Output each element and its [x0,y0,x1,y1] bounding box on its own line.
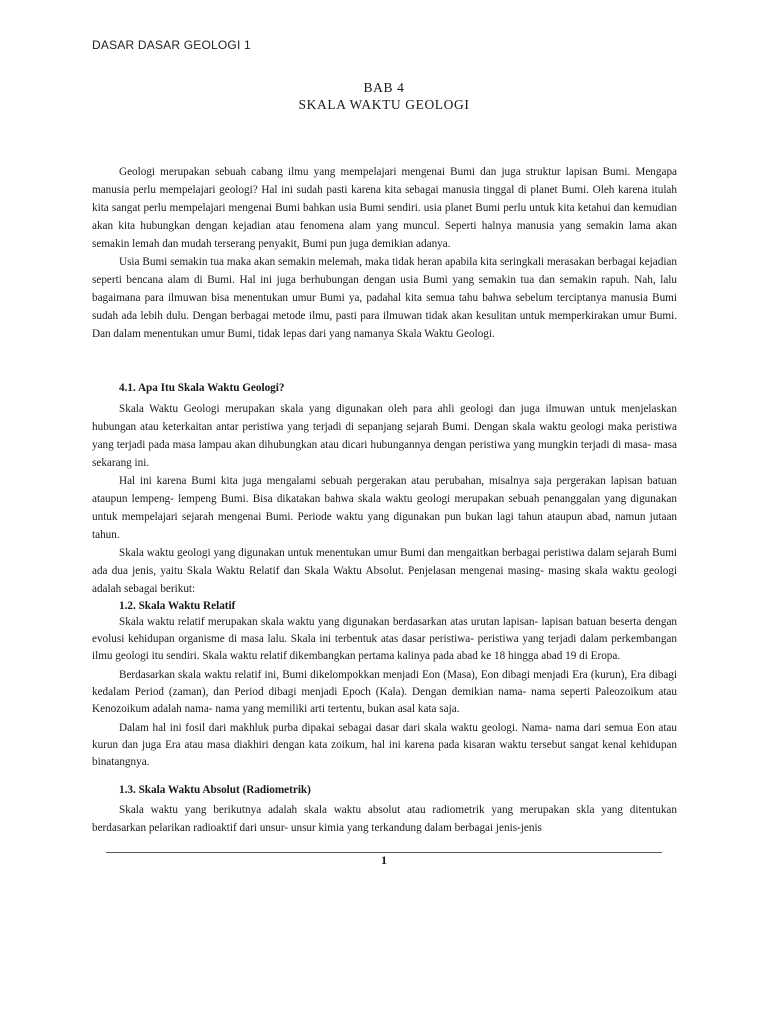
body-paragraph: Hal ini karena Bumi kita juga mengalami sebuah pergerakan atau perubahan, misalnya saja pergerakan lapisan batuan ataupun lempeng- lempeng Bumi. Bisa dikatakan bahwa skala waktu geologi merupakan sebuah penanggalan yang digunakan untuk mempelajari sejarah mengenai Bumi. Periode waktu yang digunakan pun bukan lagi tahun ataupun abad, namun jutaan tahun. [92,475,677,541]
section-heading-1-2: 1.2. Skala Waktu Relatif [119,600,236,612]
body-paragraph: Berdasarkan skala waktu relatif ini, Bumi dikelompokkan menjadi Eon (Masa), Eon dibagi menjadi Era (kurun), Era dibagi kedalam Period (zaman), dan Period dibagi menjadi Epoch (Kala). Dengan demikian nama- nama seperti Paleozoikum atau Kenozoikum adalah nama- nama yang memiliki arti tertentu, bukan asal kata saja. [92,669,677,715]
intro-paragraph: Geologi merupakan sebuah cabang ilmu yang mempelajari mengenai Bumi dan juga struktur lapisan Bumi. Mengapa manusia perlu mempelajari geologi? Hal ini sudah pasti karena kita sebagai manusia tinggal di planet Bumi. Oleh karena itulah kita sangat perlu mempelajari mengenai Bumi bahkan usia Bumi sendiri. usia planet Bumi perlu untuk kita ketahui dan kemudian akan kita hubungkan dengan kejadian atau fenomena alam yang muncul. Seperti halnya manusia yang semakin lama akan semakin lemah dan mudah terserang penyakit, Bumi pun juga demikian adanya. [92,166,677,250]
body-paragraph: Skala Waktu Geologi merupakan skala yang digunakan oleh para ahli geologi dan juga ilmuwan untuk menjelaskan hubungan atau keterkaitan antar peristiwa yang terjadi di sepanjang sejarah Bumi. Dengan skala waktu geologi maka peristiwa yang terjadi pada masa lampau akan dihubungkan atau dicari hubungannya dengan peristiwa yang mungkin terjadi di masa- masa sekarang ini. [92,403,677,469]
intro-text [92,163,677,343]
running-header: DASAR DASAR GEOLOGI 1 [92,38,251,52]
body-paragraph: Skala waktu geologi yang digunakan untuk menentukan umur Bumi dan mengaitkan berbagai peristiwa dalam sejarah Bumi ada dua jenis, yaitu Skala Waktu Relatif dan Skala Waktu Absolut. Penjelasan mengenai masing- masing skala waktu geologi adalah sebagai berikut: [92,547,677,595]
body-paragraph: Skala waktu relatif merupakan skala waktu yang digunakan berdasarkan atas urutan lapisan- lapisan batuan beserta dengan evolusi kehidupan organisme di masa lalu. Skala ini terbentuk atas dasar peristiwa- peristiwa yang terjadi dalam perkembangan ilmu geologi itu sendiri. Skala waktu relatif dikembangkan pertama kalinya pada abad ke 18 hingga abad 19 di Eropa. [92,616,677,662]
section-heading-1-3: 1.3. Skala Waktu Absolut (Radiometrik) [119,784,311,796]
body-paragraph: Dalam hal ini fosil dari makhluk purba dipakai sebagai dasar dari skala waktu geologi. Nama- nama dari semua Eon atau kurun dan juga Era atau masa diakhiri dengan kata zoikum, hal ini karena pada kisaran waktu tersebut sangat kenal kehidupan binatangnya. [92,722,677,768]
chapter-title: SKALA WAKTU GEOLOGI [298,97,470,112]
section-heading-4-1: 4.1. Apa Itu Skala Waktu Geologi? [119,382,285,394]
intro-paragraph: Usia Bumi semakin tua maka akan semakin melemah, maka tidak heran apabila kita seringkali merasakan berbagai kejadian seperti bencana alam di Bumi. Hal ini juga berhubungan dengan usia Bumi yang semakin tua dan semakin rapuh. Nah, lalu bagaimana para ilmuwan bisa menentukan umur Bumi ya, padahal kita semua tahu bahwa sebelum terciptanya manusia Bumi sudah ada lebih dulu. Dengan berbagai metode ilmu, pasti para ilmuwan tidak akan kesulitan untuk memperkirakan umur Bumi. Dan dalam menentukan umur Bumi, tidak lepas dari yang namanya Skala Waktu Geologi. [92,256,677,340]
section-4-1-text [92,400,677,598]
section-1-3-text [92,801,677,837]
section-1-2-text [92,614,677,771]
body-paragraph: Skala waktu yang berikutnya adalah skala waktu absolut atau radiometrik yang merupakan skla yang ditentukan berdasarkan pelarikan radioaktif dari unsur- unsur kimia yang terkandung dalam berbagai jenis-jenis [92,804,677,834]
page-number: 1 [381,853,387,867]
chapter-number: BAB 4 [363,80,405,95]
